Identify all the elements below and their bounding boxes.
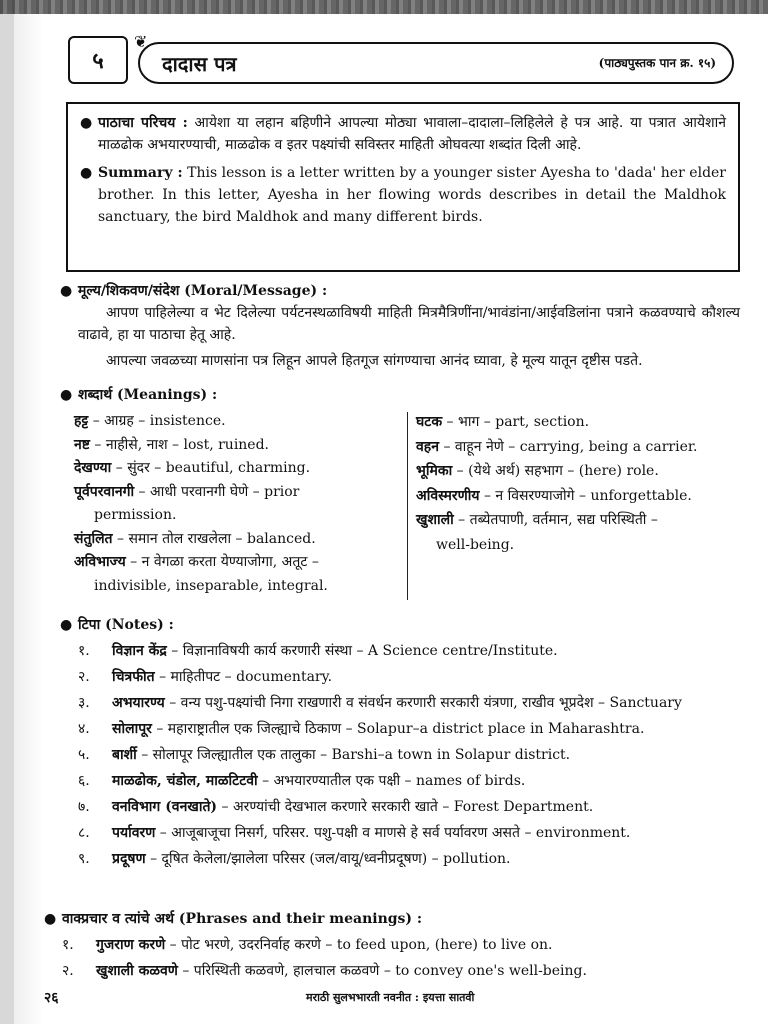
meaning-entry [74,457,402,481]
note-item [78,742,740,768]
meaning-word: भूमिका [416,463,453,479]
item-number: ४. [78,721,90,737]
item-term: सोलापूर [112,721,152,737]
meaning-definition: – आग्रह – insistence. [88,413,226,429]
meanings-left-column [74,410,402,598]
meaning-word: अविभाज्य [74,554,126,570]
phrases-section [44,906,740,984]
meaning-definition-continued: indivisible, inseparable, integral. [94,577,328,594]
meaning-word: घटक [416,414,443,430]
summary-label: Summary : [98,165,183,181]
bullet-icon: ● [44,911,57,927]
item-text: – सोलापूर जिल्ह्यातील एक तालुका – Barshi–a town in Solapur district. [136,747,571,763]
intro-label: पाठाचा परिचय : [98,115,188,131]
meaning-word: वहन [416,438,439,455]
item-text: – वन्य पशु-पक्ष्यांची निगा राखणारी व संवर्धन करणारी सरकारी यंत्रणा, राखीव भूप्रदेश – Sanctuary [164,695,682,711]
item-number: २. [78,669,90,685]
moral-section [60,280,740,372]
chapter-title-bar [134,32,734,84]
item-text: – विज्ञानाविषयी कार्य करणारी संस्था – A Science centre/Institute. [166,643,558,659]
meaning-word: खुशाली [416,512,454,528]
item-text: – दूषित केलेला/झालेला परिसर (जल/वायू/ध्वनीप्रदूषण) – pollution. [145,851,511,867]
item-number: १. [78,643,90,659]
ornament-icon: ❦ [134,32,148,51]
item-text: – महाराष्ट्रातील एक जिल्ह्याचे ठिकाण – Solapur–a district place in Maharashtra. [151,721,645,737]
meanings-heading-text: शब्दार्थ (Meanings) : [78,387,218,403]
notes-heading [60,612,740,638]
note-item [78,768,740,794]
meaning-entry [74,481,402,528]
item-text: – माहितीपट – documentary. [154,669,333,685]
meaning-entry [74,410,402,434]
meaning-definition: – भाग – part, section. [442,414,590,430]
textbook-page-reference: (पाठ्यपुस्तक पान क्र. १५) [598,56,716,70]
item-text: – परिस्थिती कळवणे, हालचाल कळवणे – to convey one's well-being. [177,963,587,979]
meaning-entry [74,434,402,458]
bullet-icon: ● [60,617,73,633]
meaning-definition: – न विसरण्याजोगे – unforgettable. [479,487,692,504]
chapter-number-box [68,36,128,84]
meaning-word: अविस्मरणीय [416,487,480,504]
phrases-list [44,932,740,984]
meaning-definition: – (येथे अर्थ) सहभाग – (here) role. [452,463,659,479]
item-text: – पोट भरणे, उदरनिर्वाह करणे – to feed upon, (here) to live on. [165,937,553,953]
note-item [78,716,740,742]
item-term: माळढोक, चंडोल, माळटिटवी [112,773,258,789]
summary-paragraph [80,162,726,228]
book-title: मराठी सुलभभारती नवनीत : इयत्ता सातवी [306,991,475,1004]
item-term: प्रदूषण [112,851,146,867]
notes-section [60,612,740,872]
chapter-number: ५ [92,48,104,74]
meaning-definition-continued: well-being. [436,536,515,553]
moral-paragraph-2: आपल्या जवळच्या माणसांना पत्र लिहून आपले हितगूज सांगण्याचा आनंद घ्यावा, हे मूल्य यातून दृष्टीस पडते. [106,353,643,369]
notes-heading-text: टिपा (Notes) : [78,617,174,633]
item-text: – अभयारण्यातील एक पक्षी – names of birds. [257,773,526,789]
intro-paragraph [80,112,726,156]
moral-heading [60,280,740,302]
item-term: खुशाली कळवणे [96,963,178,979]
meanings-heading-row [60,384,740,406]
bullet-icon: ● [80,165,93,181]
phrases-heading-text: वाक्प्रचार व त्यांचे अर्थ (Phrases and their meanings) : [62,911,423,927]
meaning-word: देखण्या [74,460,112,476]
bullet-icon: ● [60,387,73,403]
meaning-entry [74,551,402,598]
item-number: ५. [78,747,90,763]
page-top-edge [0,0,768,14]
item-term: बार्शी [112,747,137,763]
bullet-icon: ● [80,115,93,131]
meaning-definition: – वाहून नेणे – carrying, being a carrier. [439,438,698,455]
item-number: ८. [78,825,90,841]
meaning-word: पूर्वपरवानगी [74,483,135,500]
item-term: चित्रफीत [112,669,155,685]
phrase-item [62,932,740,958]
item-number: ७. [78,799,90,815]
item-term: वनविभाग (वनखाते) [112,799,218,815]
item-text: – अरण्यांची देखभाल करणारे सरकारी खाते – Forest Department. [217,799,594,815]
meaning-word: हट्ट [74,413,89,429]
meaning-word: संतुलित [74,530,113,547]
meaning-entry [416,484,740,509]
meaning-entry [416,435,740,460]
page-footer [44,988,744,1012]
meaning-definition: – नाहीसे, नाश – lost, ruined. [89,436,270,453]
chapter-title: दादास पत्र [162,52,237,76]
intro-text: आयेशा या लहान बहिणीने आपल्या मोठ्या भावाला–दादाला–लिहिलेले हे पत्र आहे. या पत्रात आयेशाने माळढोक अभयारण्याची, माळढोक व इतर पक्ष्यांची सविस्तर माहिती ओघवत्या शब्दांत दिली आहे. [98,115,726,153]
bullet-icon: ● [60,283,73,299]
meaning-entry [416,508,740,557]
notes-list [60,638,740,872]
meaning-entry [416,459,740,484]
column-divider [407,412,408,600]
item-number: ९. [78,851,90,867]
note-item [78,690,740,716]
meaning-entry [74,528,402,552]
item-number: ६. [78,773,90,789]
summary-text: This lesson is a letter written by a younger sister Ayesha to 'dada' her elder brother. In this letter, Ayesha in her flowing words describes in detail the Maldhok sanctuary, the bird Maldhok and many different birds. [98,165,727,225]
meaning-definition: – समान तोल राखलेला – balanced. [112,530,316,547]
meaning-entry [416,410,740,435]
note-item [78,846,740,872]
page-number: २६ [44,990,59,1006]
moral-heading-text: मूल्य/शिकवण/संदेश (Moral/Message) : [78,283,328,299]
meanings-right-column [416,410,740,557]
note-item [78,820,740,846]
meanings-table [74,410,740,602]
note-item [78,638,740,664]
summary-box [66,102,740,272]
item-number: १. [62,937,74,953]
note-item [78,794,740,820]
moral-paragraph-1: आपण पाहिलेल्या व भेट दिलेल्या पर्यटनस्थळाविषयी माहिती मित्रमैत्रिणींना/भावंडांना/आईवडिलांना पत्राने कळवण्याचे कौशल्य वाढावे, हा या पाठाचा हेतू आहे. [78,305,740,343]
meaning-definition: – न वेगळा करता येण्याजोगा, अतूट – [125,554,319,570]
meaning-definition: – सुंदर – beautiful, charming. [111,460,311,476]
note-item [78,664,740,690]
meaning-definition: – आधी परवानगी घेणे – prior [134,483,300,500]
phrase-item [62,958,740,984]
item-text: – आजूबाजूचा निसर्ग, परिसर. पशु-पक्षी व माणसे हे सर्व पर्यावरण असते – environment. [155,825,631,841]
item-number: ३. [78,695,90,711]
meaning-definition-continued: permission. [94,507,177,523]
item-term: विज्ञान केंद्र [112,643,167,659]
item-term: अभयारण्य [112,695,165,711]
meaning-word: नष्ट [74,436,90,453]
phrases-heading [44,906,740,932]
meaning-definition: – तब्येतपाणी, वर्तमान, सद्य परिस्थिती – [453,512,658,528]
item-number: २. [62,963,74,979]
meanings-heading [60,384,740,406]
item-term: पर्यावरण [112,825,156,841]
item-term: गुजराण करणे [96,937,166,953]
